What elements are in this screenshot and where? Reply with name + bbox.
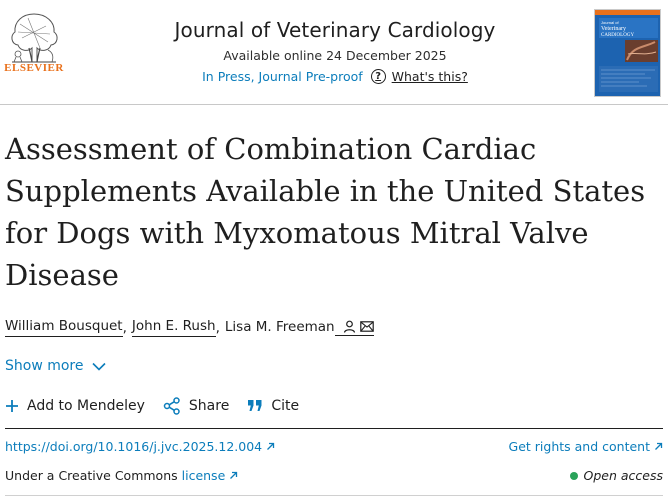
journal-info (150, 18, 520, 84)
cover-line-3: CARDIOLOGY (601, 33, 635, 38)
share-icon (163, 397, 181, 415)
chevron-down-icon (92, 362, 106, 371)
license-text: license (181, 468, 226, 483)
journal-header (0, 0, 668, 104)
share-button[interactable] (163, 397, 229, 415)
add-to-mendeley-button[interactable] (5, 398, 145, 414)
journal-cover-thumbnail[interactable] (594, 9, 661, 97)
share-label: Share (188, 398, 230, 414)
title-line: Disease (5, 258, 119, 292)
open-access-dot-icon (570, 472, 578, 480)
actions-divider (5, 428, 663, 429)
article-status-line (150, 69, 520, 84)
license-statement (5, 468, 238, 483)
envelope-icon (360, 321, 374, 332)
whats-this-link[interactable] (371, 69, 468, 84)
article-status: In Press, Journal Pre-proof (202, 69, 363, 84)
whats-this-label: What's this? (391, 69, 468, 84)
cite-button[interactable] (247, 398, 299, 414)
author-list: William Bousquet , John E. Rush , Lisa M. Freeman (5, 318, 374, 337)
rights-link[interactable] (509, 439, 663, 454)
question-mark-icon: ? (371, 69, 386, 84)
doi-row (5, 439, 663, 454)
external-arrow-icon (266, 442, 275, 451)
add-to-mendeley-label: Add to Mendeley (27, 398, 145, 414)
person-icon (343, 320, 356, 333)
article-title (5, 128, 655, 296)
article-actions (5, 397, 317, 415)
author-link[interactable]: Lisa M. Freeman (224, 318, 335, 335)
license-row (5, 468, 663, 483)
corresponding-author-icons[interactable] (335, 320, 374, 336)
doi-text: https://doi.org/10.1016/j.jvc.2025.12.004 (5, 439, 263, 454)
quote-icon (247, 399, 263, 413)
cover-line-1: Journal of (601, 20, 619, 25)
available-online-date: Available online 24 December 2025 (223, 48, 447, 63)
title-line: Supplements Available in the United States (5, 174, 646, 208)
open-access-label: Open access (583, 468, 663, 483)
publisher-wordmark: ELSEVIER (4, 62, 64, 74)
title-line: for Dogs with Myxomatous Mitral Valve (5, 216, 589, 250)
journal-cover-image (595, 10, 661, 97)
show-more-button[interactable] (5, 358, 106, 374)
license-link[interactable] (182, 468, 239, 483)
bottom-divider (5, 495, 663, 496)
cc-prefix: Under a Creative Commons (5, 468, 178, 483)
open-access-badge (570, 468, 663, 483)
header-divider (0, 104, 668, 105)
cover-line-2: Veterinary (601, 26, 626, 32)
external-arrow-icon (654, 442, 663, 451)
show-more-label: Show more (5, 358, 84, 374)
author-link[interactable]: John E. Rush (132, 318, 216, 337)
author-link[interactable]: William Bousquet (5, 318, 123, 337)
title-line: Assessment of Combination Cardiac (5, 132, 537, 166)
plus-icon (5, 399, 19, 413)
rights-text: Get rights and content (508, 439, 650, 454)
external-arrow-icon (229, 471, 238, 480)
journal-title-link[interactable]: Journal of Veterinary Cardiology (174, 18, 496, 42)
doi-link[interactable] (5, 439, 275, 454)
cite-label: Cite (271, 398, 300, 414)
